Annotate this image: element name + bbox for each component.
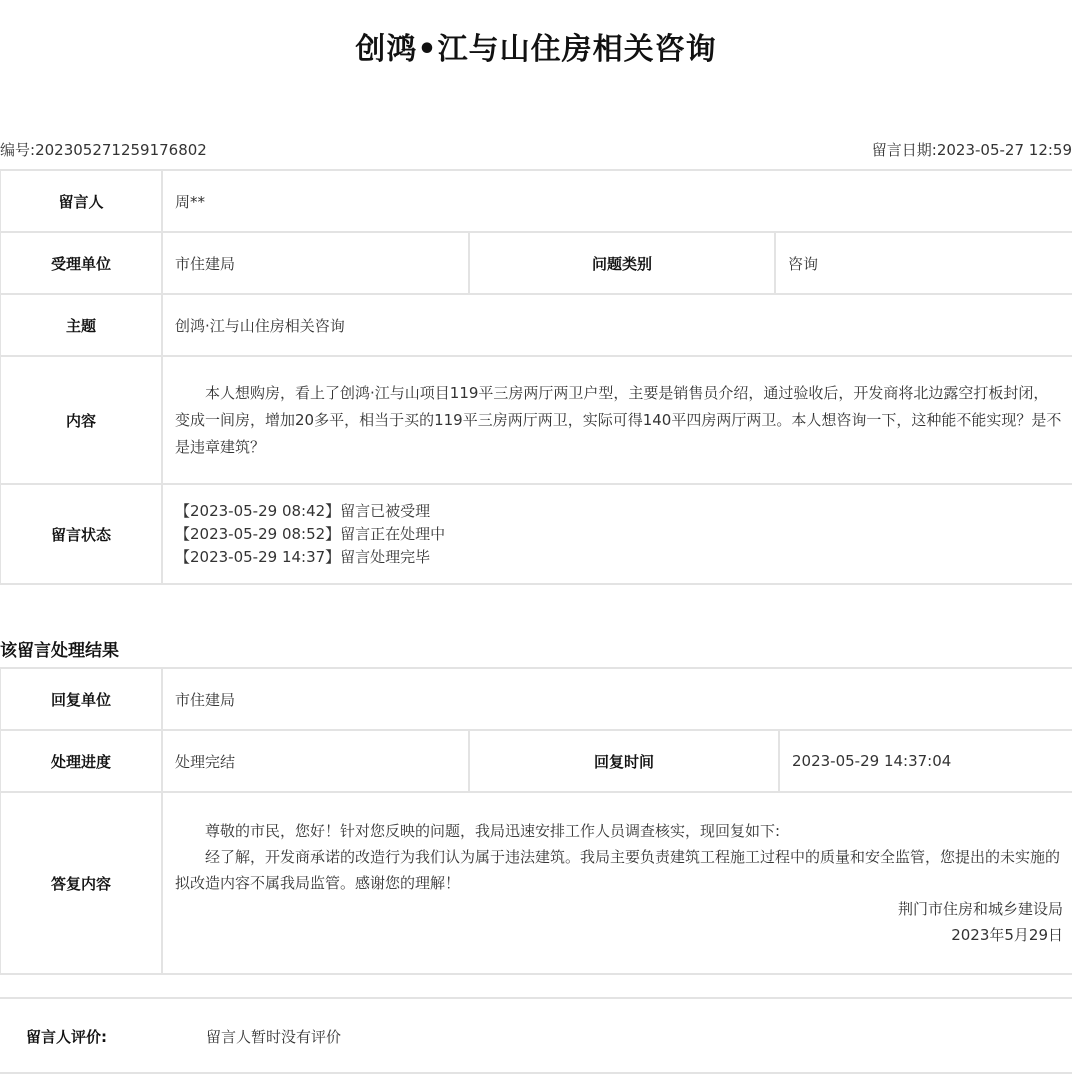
author-label: 留言人 xyxy=(0,170,162,232)
reply-time-value: 2023-05-29 14:37:04 xyxy=(779,730,1072,792)
reply-unit-label: 回复单位 xyxy=(0,668,162,730)
row-content xyxy=(0,356,1072,484)
subject-value: 创鸿·江与山住房相关咨询 xyxy=(162,294,1072,356)
subject-label: 主题 xyxy=(0,294,162,356)
message-number-label: 编号: xyxy=(0,141,36,159)
row-reply xyxy=(0,792,1072,974)
evaluation-label: 留言人评价: xyxy=(26,1028,107,1046)
unit-value: 市住建局 xyxy=(162,232,469,294)
message-date-value: 2023-05-27 12:59 xyxy=(936,141,1072,159)
row-status xyxy=(0,484,1072,584)
reply-unit-value: 市住建局 xyxy=(162,668,1072,730)
reply-time-label: 回复时间 xyxy=(469,730,779,792)
reply-paragraph: 尊敬的市民，您好！针对您反映的问题，我局迅速安排工作人员调查核实，现回复如下: xyxy=(205,822,781,840)
row-unit xyxy=(0,232,1072,294)
message-date xyxy=(872,139,1072,160)
message-number-value: 202305271259176802 xyxy=(35,141,207,159)
status-item: 【2023-05-29 14:37】留言处理完毕 xyxy=(175,547,431,566)
author-value: 周** xyxy=(162,170,1072,232)
category-label: 问题类别 xyxy=(469,232,775,294)
unit-label: 受理单位 xyxy=(0,232,162,294)
progress-label: 处理进度 xyxy=(0,730,162,792)
status-item: 【2023-05-29 08:52】留言正在处理中 xyxy=(175,524,446,543)
message-number xyxy=(0,139,207,160)
reply-paragraph: 经了解，开发商承诺的改造行为我们认为属于违法建筑。我局主要负责建筑工程施工过程中的质量和安全监管，您提出的未实施的拟改造内容不属我局监管。感谢您的理解！ xyxy=(175,848,1061,892)
progress-value: 处理完结 xyxy=(162,730,469,792)
content-text: 本人想购房，看上了创鸿·江与山项目119平三房两厅两卫户型，主要是销售员介绍，通过验收后，开发商将北边露空打板封闭，变成一间房，增加20多平，相当于买的119平三房两厅两卫，实际可得140平四房两厅两卫。本人想咨询一下，这种能不能实现？是不是违章建筑？ xyxy=(175,383,1062,456)
reply-content xyxy=(162,792,1072,974)
status-list xyxy=(162,484,1072,584)
page-title: 创鸿•江与山住房相关咨询 xyxy=(355,32,717,67)
result-table xyxy=(0,667,1072,975)
row-author xyxy=(0,170,1072,232)
reply-label: 答复内容 xyxy=(0,792,162,974)
status-item: 【2023-05-29 08:42】留言已被受理 xyxy=(175,501,431,520)
message-date-label: 留言日期: xyxy=(871,141,937,159)
status-label: 留言状态 xyxy=(0,484,162,584)
content-value xyxy=(162,356,1072,484)
row-reply-unit xyxy=(0,668,1072,730)
row-subject xyxy=(0,294,1072,356)
evaluation-box xyxy=(0,997,1072,1074)
evaluation-value: 留言人暂时没有评价 xyxy=(206,1028,342,1046)
reply-sign-org: 荆门市住房和城乡建设局 xyxy=(897,900,1063,918)
row-progress xyxy=(0,730,1072,792)
reply-sign-date: 2023年5月29日 xyxy=(951,926,1063,944)
category-value: 咨询 xyxy=(775,232,1072,294)
content-label: 内容 xyxy=(0,356,162,484)
message-info-table xyxy=(0,169,1072,585)
result-section-title: 该留言处理结果 xyxy=(0,641,119,661)
